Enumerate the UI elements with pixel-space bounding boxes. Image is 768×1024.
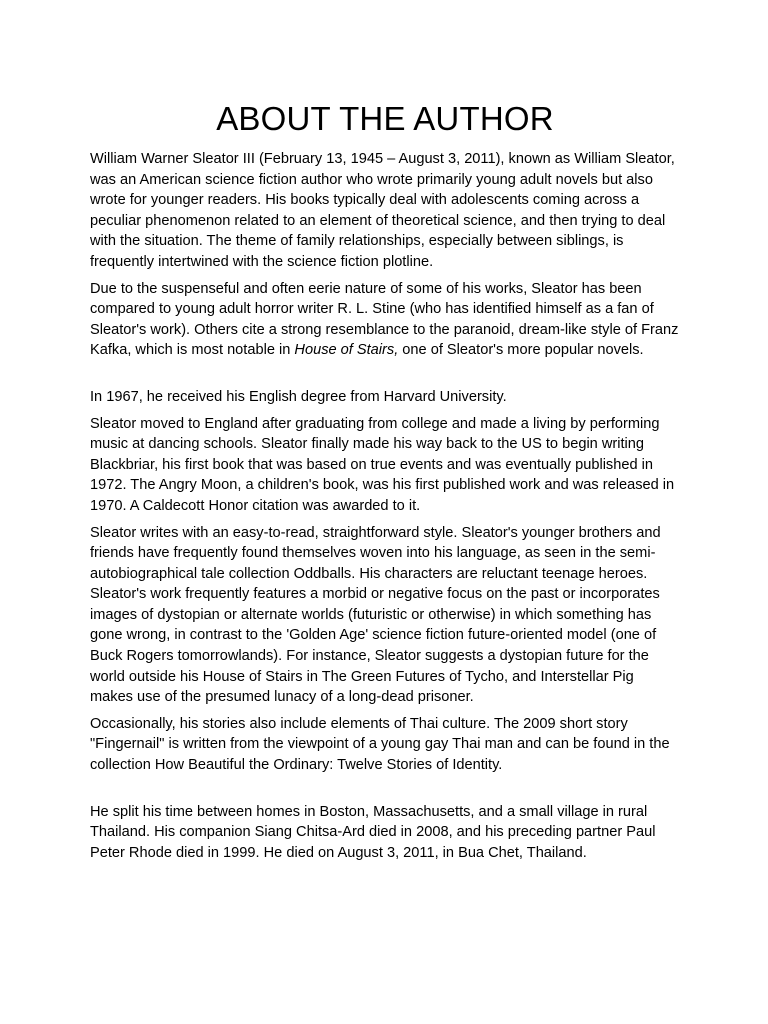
- page-title: ABOUT THE AUTHOR: [216, 100, 554, 137]
- paragraph-text: Due to the suspenseful and often eerie nature of some of his works, Sleator has been compared to young adult horror writer R. L. Stine (who has identified himself as a fan of Sleator's work). Others cite a strong resemblance to the paranoid, dream-like style of Franz Kafka, which is most notable in: [90, 280, 679, 359]
- paragraph-early-career: Sleator moved to England after graduating from college and made a living by performing music at dancing schools. Sleator finally made his way back to the US to begin writing Blackbriar, his first book that was based on true events and was eventually published in 1972. The Angry Moon, a children's book, was his first published work and was released in 1970. A Caldecott Honor citation was awarded to it.: [90, 415, 675, 514]
- paragraph-text: one of Sleator's more popular novels.: [398, 342, 644, 359]
- paragraph-education: In 1967, he received his English degree from Harvard University.: [90, 388, 507, 405]
- paragraph-thai-culture: Occasionally, his stories also include elements of Thai culture. The 2009 short story "Fingernail" is written from the viewpoint of a young gay Thai man and can be found in the collection How Beautiful the Ordinary: Twelve Stories of Identity.: [90, 715, 670, 774]
- italic-book-title: House of Stairs,: [294, 342, 399, 359]
- paragraph-biography: William Warner Sleator III (February 13, 1945 – August 3, 2011), known as William Sleator, was an American science fiction author who wrote primarily young adult novels but also wrote for younger readers. His books typically deal with adolescents coming across a peculiar phenomenon related to an element of theoretical science, and then trying to deal with the situation. The theme of family relationships, especially between siblings, is frequently intertwined with the science fiction plotline.: [90, 151, 675, 270]
- paragraph-personal-life: He split his time between homes in Boston, Massachusetts, and a small village in rural Thailand. His companion Siang Chitsa-Ard died in 2008, and his preceding partner Paul Peter Rhode died in 1999. He died on August 3, 2011, in Bua Chet, Thailand.: [90, 803, 656, 861]
- document-page: [90, 0, 680, 863]
- paragraph-writing-style: Sleator writes with an easy-to-read, straightforward style. Sleator's younger brothers and friends have frequently found themselves woven into his language, as seen in the semi-autobiographical tale collection Oddballs. His characters are reluctant teenage heroes. Sleator's work frequently features a morbid or negative focus on the past or incorporates images of dystopian or alternate worlds (futuristic or otherwise) in which something has gone wrong, in contrast to the 'Golden Age' science fiction future-oriented model (one of Buck Rogers tomorrowlands). For instance, Sleator suggests a dystopian future for the world outside his House of Stairs in The Green Futures of Tycho, and Interstellar Pig makes use of the presumed lunacy of a long-dead prisoner.: [90, 524, 661, 706]
- paragraph-style-comparison: [90, 279, 680, 361]
